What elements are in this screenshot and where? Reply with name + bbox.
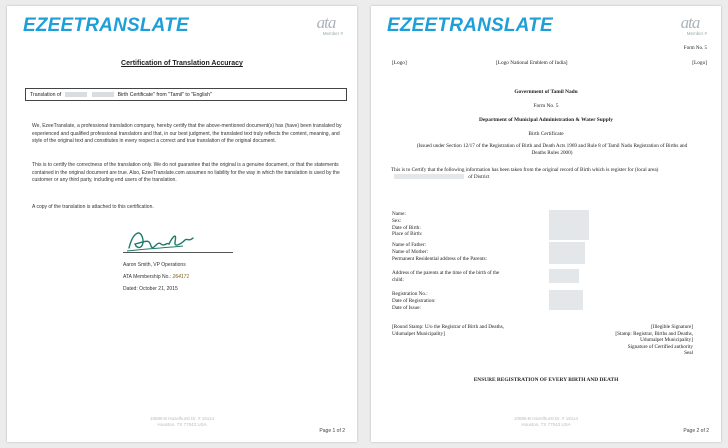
field-permanent-address: Permanent Residential address of the Parents: — [392, 255, 487, 262]
company-address — [7, 416, 357, 428]
certification-paragraph-3: A copy of the translation is attached to this certification. — [32, 204, 154, 210]
certification-paragraph-2: This is to certify the correctness of the translation only. We do not guarantee that the original is a genuine document, or that the statements contained in the original document are true. Also, EzeeTranslate.com assumes no liability for the way in which the translation is used by the customer or any third party, including end users of the translation. — [32, 162, 340, 184]
certify-text: This is to Certify that the following information has been taken from the original record of Birth which is register for (local area) — [391, 167, 659, 173]
stamp-right-line-3: Udumalpet Municipality] — [640, 337, 693, 344]
government-heading: Government of Tamil Nadu — [514, 89, 578, 95]
field-registration-no: Registration No.: — [392, 291, 428, 297]
ata-logo — [309, 15, 343, 36]
form-number: Form No. 5 — [533, 103, 559, 109]
signature-line — [123, 252, 233, 253]
field-name: Name: — [392, 211, 406, 217]
certificate-page-1 — [7, 6, 357, 442]
address-line-1: 10685-B Hazelhurst Dr. # 18114 — [150, 416, 214, 421]
page-number: Page 2 of 2 — [683, 428, 709, 434]
membership-value: 264171 — [172, 274, 190, 280]
redacted-values-4 — [549, 290, 583, 310]
field-mother: Name of Mother: — [392, 248, 429, 255]
stamp-right-line-1: [Illegible Signature] — [651, 324, 693, 330]
brand-logo: EZEETRANSLATE — [387, 15, 553, 36]
redacted-values-2 — [549, 242, 585, 264]
address-line-2: Houston, TX 77043 USA — [521, 422, 571, 427]
redacted-values-3 — [549, 269, 579, 283]
page-number: Page 1 of 2 — [319, 428, 345, 434]
stamp-left-line-1: [Round Stamp: U/o the Registrar of Birth and Deaths, — [392, 324, 504, 330]
form-number-top: Form No. 5 — [683, 46, 707, 51]
of-district: of District — [468, 174, 490, 180]
ensure-registration-note: ENSURE REGISTRATION OF EVERY BIRTH AND DEATH — [473, 377, 619, 383]
address-line-2: Houston, TX 77043 USA — [157, 422, 207, 427]
ata-logo — [673, 15, 707, 36]
logo-placeholder-left: [Logo] — [392, 60, 407, 66]
redacted-name-2 — [92, 92, 114, 97]
redacted-area — [394, 174, 464, 179]
translation-prefix: Translation of — [30, 92, 62, 98]
redacted-values-1 — [549, 210, 589, 240]
ata-logo-text: ata — [680, 13, 700, 32]
department-heading: Department of Municipal Administration & Water Supply — [479, 117, 613, 123]
certify-statement — [391, 167, 711, 181]
stamp-right-line-4: Signature of Certified authority — [627, 343, 693, 350]
company-address — [371, 416, 721, 428]
field-place: Place of Birth: — [392, 231, 423, 238]
logo-placeholder-right: [Logo] — [692, 60, 707, 66]
translation-of-box — [25, 88, 347, 101]
address-line-1: 10685-B Hazelhurst Dr. # 18114 — [514, 416, 578, 421]
logo-placeholder-emblem: [Logo National Emblem of India] — [496, 60, 568, 66]
field-sex: Sex: — [392, 217, 402, 224]
certificate-page-2 — [371, 6, 721, 442]
redacted-name — [65, 92, 87, 97]
brand-logo: EZEETRANSLATE — [23, 15, 189, 36]
membership-label: ATA Membership No.: — [123, 274, 172, 280]
stamp-left-line-2: Udumalpet Municipality] — [392, 330, 445, 337]
field-birth-address-2: child: — [392, 276, 404, 283]
signature-stamp-note — [563, 324, 693, 357]
membership-number — [123, 274, 189, 280]
certification-date: Dated: October 21, 2015 — [123, 286, 178, 292]
ata-member-label: Member # — [686, 31, 707, 36]
stamp-right-line-2: [Stamp: Registrar, Births and Deaths, — [615, 330, 693, 337]
field-dob: Date of Birth: — [392, 224, 421, 231]
translation-detail: Birth Certificate" from "Tamil" to "English" — [117, 92, 212, 98]
birth-certificate-heading: Birth Certificate — [528, 131, 564, 137]
issued-under-note: (Issued under Section 12/17 of the Registration of Birth and Death Acts 1969 and Rule 8 of Tamil Nadu Registration of Births and Deaths Rules 2000) — [416, 143, 688, 156]
field-registration-date: Date of Registration: — [392, 297, 436, 304]
certification-title: Certification of Translation Accuracy — [121, 60, 243, 67]
ata-logo-text: ata — [316, 13, 336, 32]
certification-paragraph-1: We, EzeeTranslate, a professional translation company, hereby certify that the above-mentioned document(s) has (have) been translated by experienced and qualified professional translators and that, in our best judgment, the translated text truly reflects the content, meaning, and style of the original text and constitutes in every respect a correct and true translation of the original document. — [32, 123, 342, 145]
signature-icon — [123, 222, 203, 256]
round-stamp-note — [392, 324, 552, 337]
signer-name: Aaron Smith, VP Operations — [123, 262, 186, 268]
field-father: Name of Father: — [392, 242, 426, 248]
stamp-right-line-5: Seal — [684, 350, 693, 357]
field-issue-date: Date of Issue: — [392, 304, 421, 311]
field-birth-address-1: Address of the parents at the time of the birth of the — [392, 270, 500, 276]
ata-member-label: Member # — [322, 31, 343, 36]
